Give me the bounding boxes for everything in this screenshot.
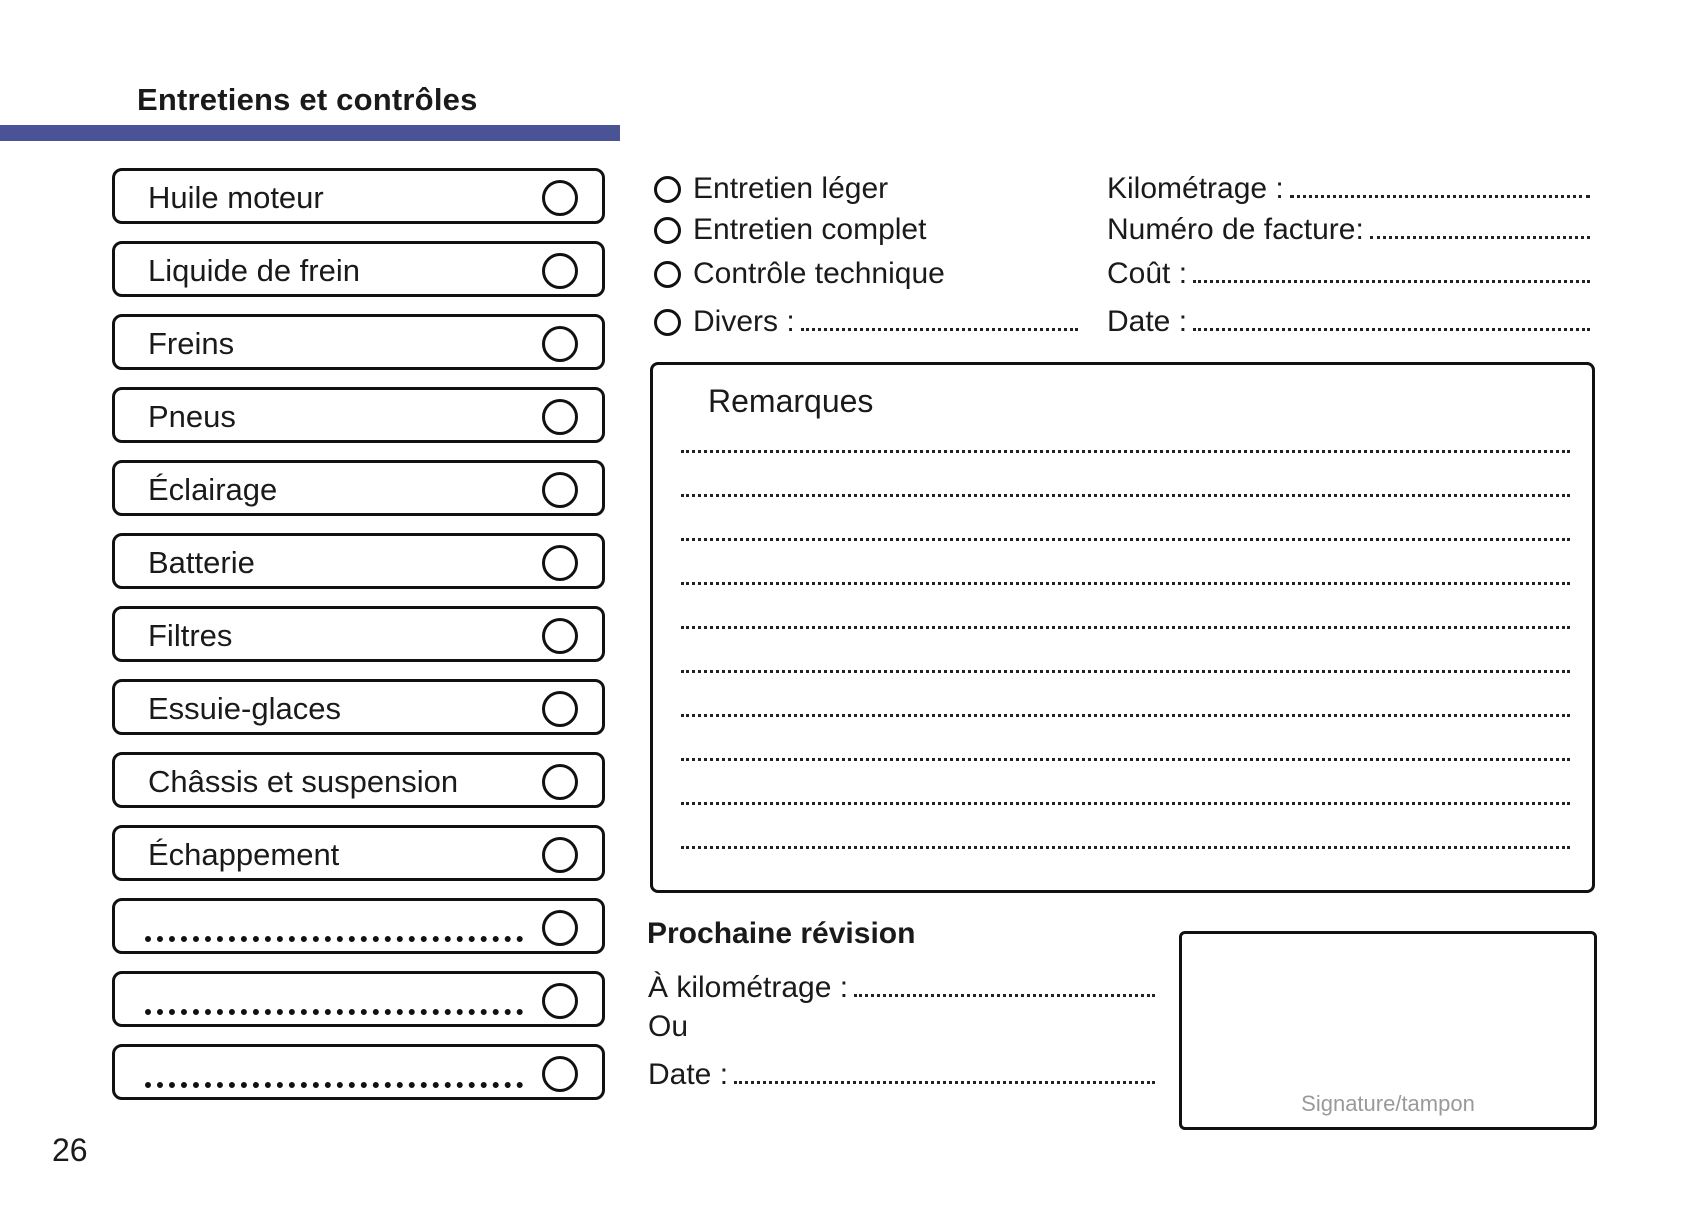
remark-line[interactable] [681,582,1570,585]
check-circle[interactable] [542,618,578,654]
invoice-field-label: Coût : [1107,257,1188,290]
checklist-item [112,241,605,297]
checklist-item-label: Éclairage [148,472,278,507]
checklist-item-label: Liquide de frein [148,253,360,288]
service-option-row [654,256,945,292]
service-option-row [654,304,1078,340]
fill-in-line[interactable] [145,1082,523,1088]
checklist-item [112,314,605,370]
page-number: 26 [52,1132,88,1168]
next-service-or-row [648,1009,1155,1045]
fill-in-line[interactable] [1193,328,1590,331]
remark-line[interactable] [681,538,1570,541]
invoice-field-row [1107,171,1590,207]
signature-label: Signature/tampon [1301,1091,1475,1116]
service-option-label: Divers : [693,305,795,338]
remark-line[interactable] [681,846,1570,849]
check-circle[interactable] [542,1056,578,1092]
fill-in-line[interactable] [1193,280,1590,283]
check-circle[interactable] [542,253,578,289]
remark-line[interactable] [681,714,1570,717]
checklist-item [112,168,605,224]
remark-line[interactable] [681,450,1570,453]
invoice-field-row [1107,304,1590,340]
remark-line[interactable] [681,802,1570,805]
fill-in-line[interactable] [1370,236,1590,239]
fill-in-line[interactable] [145,936,523,942]
check-circle[interactable] [542,180,578,216]
service-option-label: Entretien complet [693,213,927,246]
fill-in-line[interactable] [734,1081,1155,1084]
check-circle[interactable] [542,472,578,508]
checklist-item-label: Essuie-glaces [148,691,341,726]
next-service-km-row [648,970,1155,1006]
next-service-date-label: Date : [648,1058,729,1091]
next-service-title: Prochaine révision [647,917,916,950]
check-circle[interactable] [542,545,578,581]
invoice-field-label: Date : [1107,305,1188,338]
fill-in-line[interactable] [1290,195,1590,198]
signature-box[interactable] [1179,931,1597,1130]
checklist-item [112,825,605,881]
next-service-date-row [648,1057,1155,1093]
remarks-title: Remarques [708,383,874,419]
title-underline-bar [0,125,620,141]
check-circle[interactable] [542,910,578,946]
fill-in-line[interactable] [145,1009,523,1015]
service-option-row [654,212,926,248]
invoice-field-label: Numéro de facture: [1107,213,1364,246]
next-service-km-label: À kilométrage : [648,971,849,1004]
checklist-item [112,679,605,735]
checklist-item-blank [112,971,605,1027]
remarks-box [650,362,1595,893]
radio-circle[interactable] [654,217,681,244]
remark-line[interactable] [681,758,1570,761]
service-option-label: Entretien léger [693,172,889,205]
check-circle[interactable] [542,837,578,873]
checklist-item [112,460,605,516]
service-option-label: Contrôle technique [693,257,945,290]
check-circle[interactable] [542,764,578,800]
checklist-item-blank [112,1044,605,1100]
checklist-item [112,533,605,589]
radio-circle[interactable] [654,176,681,203]
checklist-item-label: Pneus [148,399,236,434]
remark-line[interactable] [681,670,1570,673]
checklist-item-label: Huile moteur [148,180,324,215]
radio-circle[interactable] [654,261,681,288]
invoice-field-label: Kilométrage : [1107,172,1284,205]
checklist-item [112,606,605,662]
check-circle[interactable] [542,983,578,1019]
checklist-item-label: Filtres [148,618,233,653]
checklist-item-label: Batterie [148,545,255,580]
checklist-item-blank [112,898,605,954]
checklist-item [112,387,605,443]
radio-circle[interactable] [654,309,681,336]
invoice-field-row [1107,256,1590,292]
remark-line[interactable] [681,626,1570,629]
invoice-field-row [1107,212,1590,248]
check-circle[interactable] [542,691,578,727]
next-service-or-label: Ou [648,1010,689,1043]
check-circle[interactable] [542,326,578,362]
remark-line[interactable] [681,494,1570,497]
checklist-item-label: Châssis et suspension [148,764,459,799]
check-circle[interactable] [542,399,578,435]
checklist-item [112,752,605,808]
checklist-item-label: Échappement [148,837,340,872]
service-option-row [654,171,888,207]
checklist-item-label: Freins [148,326,235,361]
fill-in-line[interactable] [854,994,1155,997]
fill-in-line[interactable] [801,328,1078,331]
page-title: Entretiens et contrôles [137,82,478,117]
